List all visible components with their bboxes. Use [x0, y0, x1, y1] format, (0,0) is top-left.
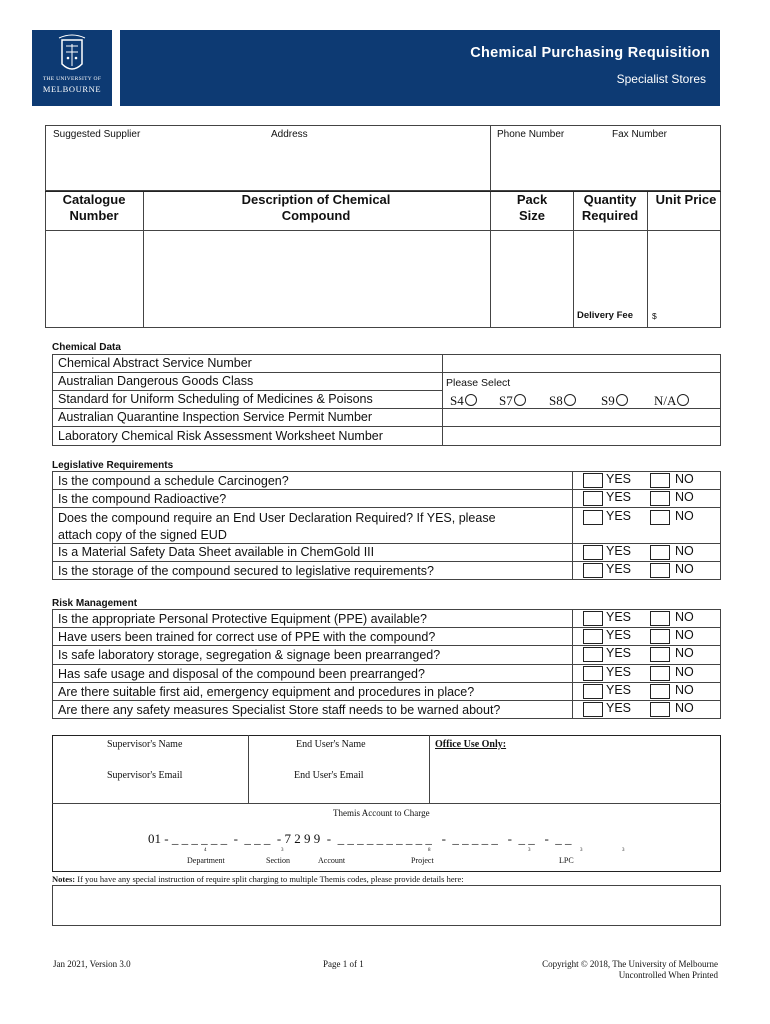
- end-user-name-field[interactable]: [253, 753, 425, 767]
- title-banner: [120, 30, 720, 106]
- usage-disposal-yes-checkbox[interactable]: [583, 666, 603, 681]
- yes-label: YES: [606, 562, 632, 576]
- themis-code-line[interactable]: 01 - _ _ _ _ _ _ - _ _ _ - 7 2 9 9 - _ _ _ _ _ _ _ _ _ _ - _ _ _ _ _ - _ _ - _ _: [148, 831, 572, 846]
- end-user-email-label: End User's Email: [294, 770, 364, 781]
- yes-label: YES: [606, 509, 632, 523]
- supervisor-name-label: Supervisor's Name: [107, 739, 183, 750]
- eud-question: Does the compound require an End User Declaration Required? If YES, please: [58, 511, 496, 525]
- themis-account-label: Themis Account to Charge: [333, 808, 430, 818]
- radio-icon: [677, 394, 689, 406]
- university-logo: [32, 30, 112, 106]
- cas-number-label: Chemical Abstract Service Number: [58, 356, 252, 370]
- chemical-data-title: Chemical Data: [52, 342, 121, 353]
- fax-field[interactable]: [608, 142, 718, 188]
- carcinogen-yes-checkbox[interactable]: [583, 473, 603, 488]
- yes-label: YES: [606, 701, 632, 715]
- supervisor-email-field[interactable]: [58, 784, 244, 799]
- ppe-yes-checkbox[interactable]: [583, 611, 603, 626]
- quantity-header: Quantity Required: [581, 192, 639, 223]
- quarantine-permit-label: Australian Quarantine Inspection Service Permit Number: [58, 410, 373, 424]
- catalogue-number-header: Catalogue Number: [62, 192, 126, 223]
- pack-size-header: Pack Size: [516, 192, 548, 223]
- yes-label: YES: [606, 490, 632, 504]
- legislative-title: Legislative Requirements: [52, 460, 174, 471]
- phone-label: Phone Number: [497, 129, 565, 140]
- digit-count: 3: [580, 848, 583, 853]
- schedule-option-s9[interactable]: S9: [601, 393, 628, 409]
- description-header: Description of Chemical Compound: [241, 192, 391, 223]
- no-label: NO: [675, 610, 694, 624]
- delivery-fee-label: Delivery Fee: [577, 310, 633, 321]
- radio-icon: [465, 394, 477, 406]
- no-label: NO: [675, 544, 694, 558]
- university-name-line1: THE UNIVERSITY OF: [42, 76, 102, 82]
- schedule-option-s4[interactable]: S4: [450, 393, 477, 409]
- cas-number-field[interactable]: [446, 357, 718, 370]
- digit-count: 3: [528, 848, 531, 853]
- risk-assessment-label: Laboratory Chemical Risk Assessment Worksheet Number: [58, 429, 383, 443]
- delivery-fee-currency: $: [652, 311, 657, 321]
- section-label: Section: [266, 856, 290, 865]
- no-label: NO: [675, 701, 694, 715]
- ppe-no-checkbox[interactable]: [650, 611, 670, 626]
- notes-instructions: Notes: If you have any special instruction of require split charging to multiple Themis codes, please provide details here:: [52, 874, 464, 884]
- suggested-supplier-field[interactable]: [50, 142, 486, 188]
- version-text: Jan 2021, Version 3.0: [53, 959, 131, 969]
- description-field[interactable]: [146, 233, 488, 325]
- no-label: NO: [675, 490, 694, 504]
- address-label: Address: [271, 129, 308, 140]
- carcinogen-no-checkbox[interactable]: [650, 473, 670, 488]
- carcinogen-question: Is the compound a schedule Carcinogen?: [58, 474, 289, 488]
- fax-label: Fax Number: [612, 129, 668, 140]
- first-aid-yes-checkbox[interactable]: [583, 684, 603, 699]
- radioactive-question: Is the compound Radioactive?: [58, 492, 227, 506]
- radio-icon: [564, 394, 576, 406]
- schedule-option-s8[interactable]: S8: [549, 393, 576, 409]
- radio-icon: [514, 394, 526, 406]
- yes-label: YES: [606, 646, 632, 660]
- office-use-label: Office Use Only:: [435, 739, 507, 750]
- usage-disposal-question: Has safe usage and disposal of the compound been prearranged?: [58, 667, 425, 681]
- digit-count: 4: [204, 848, 207, 853]
- storage-yes-checkbox[interactable]: [583, 563, 603, 578]
- copyright-text: Copyright © 2018, The University of Melbourne: [542, 959, 718, 969]
- end-user-email-field[interactable]: [253, 784, 425, 799]
- ppe-training-no-checkbox[interactable]: [650, 629, 670, 644]
- page-number: Page 1 of 1: [323, 959, 364, 969]
- phone-field[interactable]: [494, 142, 604, 188]
- first-aid-question: Are there suitable first aid, emergency equipment and procedures in place?: [58, 685, 475, 699]
- eud-question-cont: attach copy of the signed EUD: [58, 528, 227, 542]
- eud-no-checkbox[interactable]: [650, 510, 670, 525]
- msds-no-checkbox[interactable]: [650, 545, 670, 560]
- ppe-question: Is the appropriate Personal Protective Equipment (PPE) available?: [58, 612, 427, 626]
- yes-label: YES: [606, 628, 632, 642]
- no-label: NO: [675, 509, 694, 523]
- radioactive-no-checkbox[interactable]: [650, 491, 670, 506]
- safety-warning-yes-checkbox[interactable]: [583, 702, 603, 717]
- storage-question: Is the storage of the compound secured to legislative requirements?: [58, 564, 434, 578]
- first-aid-no-checkbox[interactable]: [650, 684, 670, 699]
- no-label: NO: [675, 646, 694, 660]
- page-subtitle: Specialist Stores: [616, 72, 706, 86]
- safety-warning-no-checkbox[interactable]: [650, 702, 670, 717]
- digit-count: 3: [281, 848, 284, 853]
- no-label: NO: [675, 628, 694, 642]
- eud-yes-checkbox[interactable]: [583, 510, 603, 525]
- safety-warning-question: Are there any safety measures Specialist Store staff needs to be warned about?: [58, 703, 501, 717]
- crest-icon: [32, 30, 112, 106]
- msds-yes-checkbox[interactable]: [583, 545, 603, 560]
- schedule-option-s7[interactable]: S7: [499, 393, 526, 409]
- yes-label: YES: [606, 544, 632, 558]
- notes-field[interactable]: [52, 885, 721, 926]
- msds-question: Is a Material Safety Data Sheet available in ChemGold III: [58, 545, 375, 559]
- dangerous-goods-select[interactable]: Please Select: [446, 377, 511, 389]
- storage-segregation-no-checkbox[interactable]: [650, 647, 670, 662]
- radio-icon: [616, 394, 628, 406]
- poisons-schedule-label: Standard for Uniform Scheduling of Medicines & Poisons: [58, 392, 373, 406]
- no-label: NO: [675, 472, 694, 486]
- unit-price-field[interactable]: [650, 233, 718, 305]
- department-label: Department: [187, 856, 225, 865]
- quarantine-permit-field[interactable]: [446, 411, 718, 424]
- supervisor-email-label: Supervisor's Email: [107, 770, 183, 781]
- yes-label: YES: [606, 665, 632, 679]
- supervisor-name-field[interactable]: [58, 753, 244, 767]
- catalogue-number-field[interactable]: [47, 233, 141, 325]
- unit-price-header: Unit Price: [655, 192, 717, 207]
- ppe-training-question: Have users been trained for correct use of PPE with the compound?: [58, 630, 436, 644]
- project-label: Project: [411, 856, 434, 865]
- risk-assessment-field[interactable]: [446, 429, 718, 443]
- page-title: Chemical Purchasing Requisition: [470, 45, 710, 61]
- university-name-line2: MELBOURNE: [42, 84, 102, 94]
- schedule-option-na[interactable]: N/A: [654, 393, 689, 409]
- lpc-label: LPC: [559, 856, 574, 865]
- yes-label: YES: [606, 610, 632, 624]
- suggested-supplier-label: Suggested Supplier: [53, 129, 141, 140]
- storage-segregation-question: Is safe laboratory storage, segregation & signage been prearranged?: [58, 648, 441, 662]
- ppe-training-yes-checkbox[interactable]: [583, 629, 603, 644]
- pack-size-field[interactable]: [493, 233, 571, 325]
- uncontrolled-text: Uncontrolled When Printed: [618, 970, 718, 980]
- risk-management-title: Risk Management: [52, 598, 138, 609]
- account-label: Account: [318, 856, 346, 865]
- storage-no-checkbox[interactable]: [650, 563, 670, 578]
- no-label: NO: [675, 683, 694, 697]
- yes-label: YES: [606, 683, 632, 697]
- usage-disposal-no-checkbox[interactable]: [650, 666, 670, 681]
- storage-segregation-yes-checkbox[interactable]: [583, 647, 603, 662]
- quantity-field[interactable]: [576, 233, 645, 305]
- radioactive-yes-checkbox[interactable]: [583, 491, 603, 506]
- digit-count: 3: [622, 848, 625, 853]
- no-label: NO: [675, 665, 694, 679]
- end-user-name-label: End User's Name: [296, 739, 366, 750]
- digit-count: 8: [428, 848, 431, 853]
- yes-label: YES: [606, 472, 632, 486]
- dangerous-goods-label: Australian Dangerous Goods Class: [58, 374, 254, 388]
- no-label: NO: [675, 562, 694, 576]
